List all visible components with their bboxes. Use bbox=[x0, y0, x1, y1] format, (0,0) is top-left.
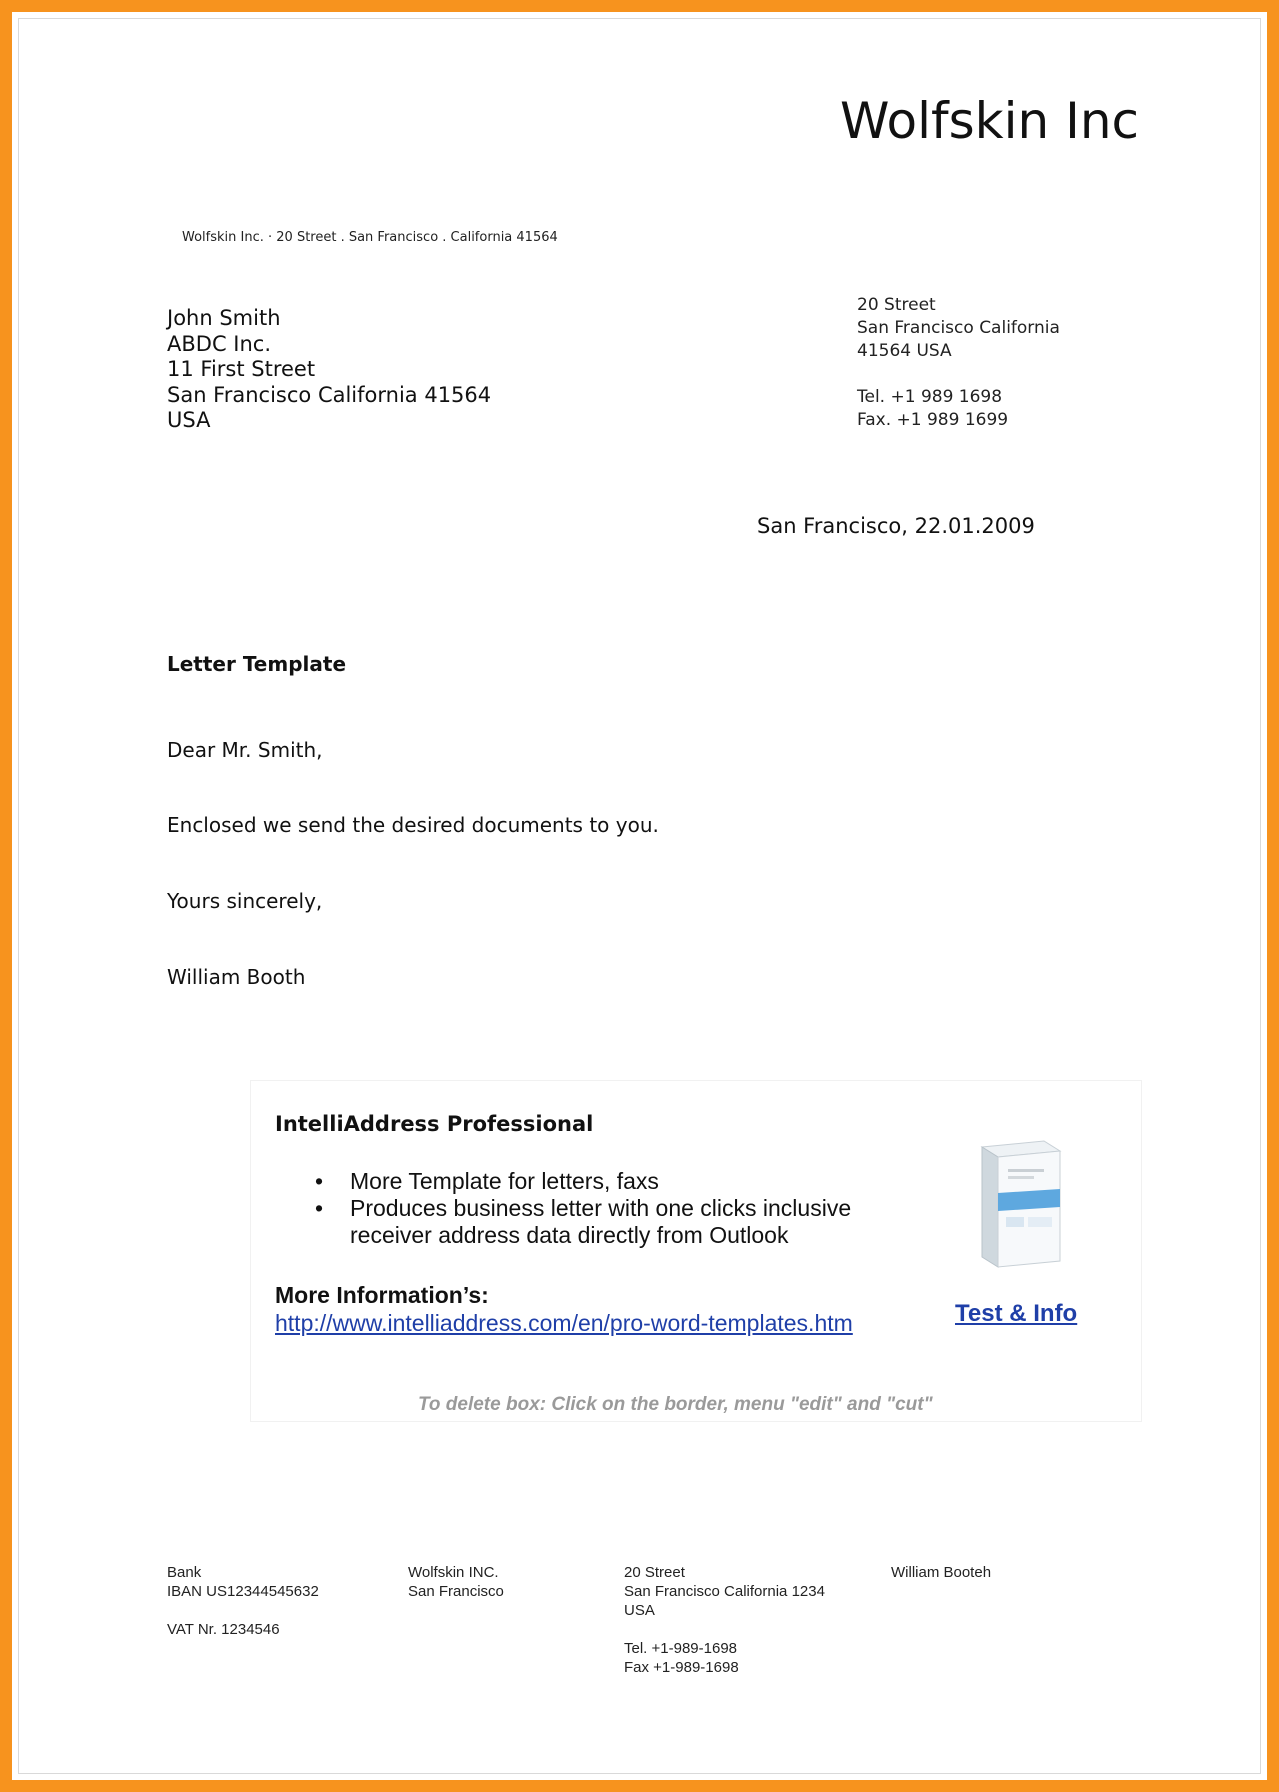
footer-vat: VAT Nr. 1234546 bbox=[167, 1621, 280, 1638]
footer-line: San Francisco bbox=[408, 1583, 504, 1600]
more-info-link[interactable]: http://www.intelliaddress.com/en/pro-word-templates.htm bbox=[275, 1310, 853, 1336]
body-paragraph: Enclosed we send the desired documents to you. bbox=[167, 813, 659, 837]
list-item bbox=[315, 1168, 875, 1195]
sender-tel: Tel. +1 989 1698 bbox=[857, 387, 1003, 407]
product-box-icon bbox=[968, 1135, 1078, 1275]
sender-return-line: Wolfskin Inc. · 20 Street . San Francisco . California 41564 bbox=[182, 230, 558, 245]
sender-address-line: San Francisco California bbox=[857, 318, 1060, 338]
footer-line: 20 Street bbox=[624, 1564, 685, 1581]
ad-feature-list bbox=[315, 1168, 875, 1249]
footer-fax: Fax +1-989-1698 bbox=[624, 1659, 739, 1676]
footer-line: San Francisco California 1234 bbox=[624, 1583, 825, 1600]
footer-person-column bbox=[891, 1563, 991, 1582]
letter-date: San Francisco, 22.01.2009 bbox=[757, 514, 1035, 538]
sender-address-line: 41564 USA bbox=[857, 341, 952, 361]
footer-line: Wolfskin INC. bbox=[408, 1564, 499, 1581]
ad-title: IntelliAddress Professional bbox=[275, 1112, 594, 1136]
test-info-link[interactable]: Test & Info bbox=[955, 1300, 1078, 1327]
recipient-line: John Smith bbox=[167, 306, 281, 330]
recipient-address bbox=[167, 306, 491, 434]
footer-bank-column bbox=[167, 1563, 319, 1639]
recipient-line: 11 First Street bbox=[167, 357, 316, 381]
list-item bbox=[315, 1195, 875, 1249]
list-item-text: receiver address data directly from Outlook bbox=[350, 1222, 789, 1248]
bullet-icon: • bbox=[315, 1168, 324, 1194]
footer-tel: Tel. +1-989-1698 bbox=[624, 1640, 737, 1657]
recipient-line: USA bbox=[167, 408, 211, 432]
signature-name: William Booth bbox=[167, 965, 306, 989]
more-info-label: More Information’s: bbox=[275, 1282, 489, 1308]
list-item-text: Produces business letter with one clicks inclusive bbox=[350, 1195, 852, 1221]
salutation: Dear Mr. Smith, bbox=[167, 738, 323, 762]
sender-fax: Fax. +1 989 1699 bbox=[857, 410, 1009, 430]
letter-subject: Letter Template bbox=[167, 652, 347, 676]
company-name: Wolfskin Inc bbox=[840, 92, 1139, 150]
footer-line: Bank bbox=[167, 1564, 202, 1581]
footer-address-column bbox=[624, 1563, 825, 1677]
recipient-line: ABDC Inc. bbox=[167, 331, 272, 356]
bullet-icon: • bbox=[315, 1195, 324, 1221]
sender-address-line: 20 Street bbox=[857, 295, 936, 315]
footer-person: William Booteh bbox=[891, 1564, 992, 1581]
footer-line: USA bbox=[624, 1602, 655, 1619]
delete-instruction-note: To delete box: Click on the border, menu "edit" and "cut" bbox=[418, 1394, 933, 1415]
recipient-line: San Francisco California 41564 bbox=[167, 382, 492, 407]
closing: Yours sincerely, bbox=[167, 889, 323, 913]
sender-address-block bbox=[857, 294, 1060, 432]
footer-company-column bbox=[408, 1563, 504, 1601]
list-item-text: More Template for letters, faxs bbox=[350, 1168, 659, 1194]
footer-line: IBAN US12344545632 bbox=[167, 1583, 319, 1600]
